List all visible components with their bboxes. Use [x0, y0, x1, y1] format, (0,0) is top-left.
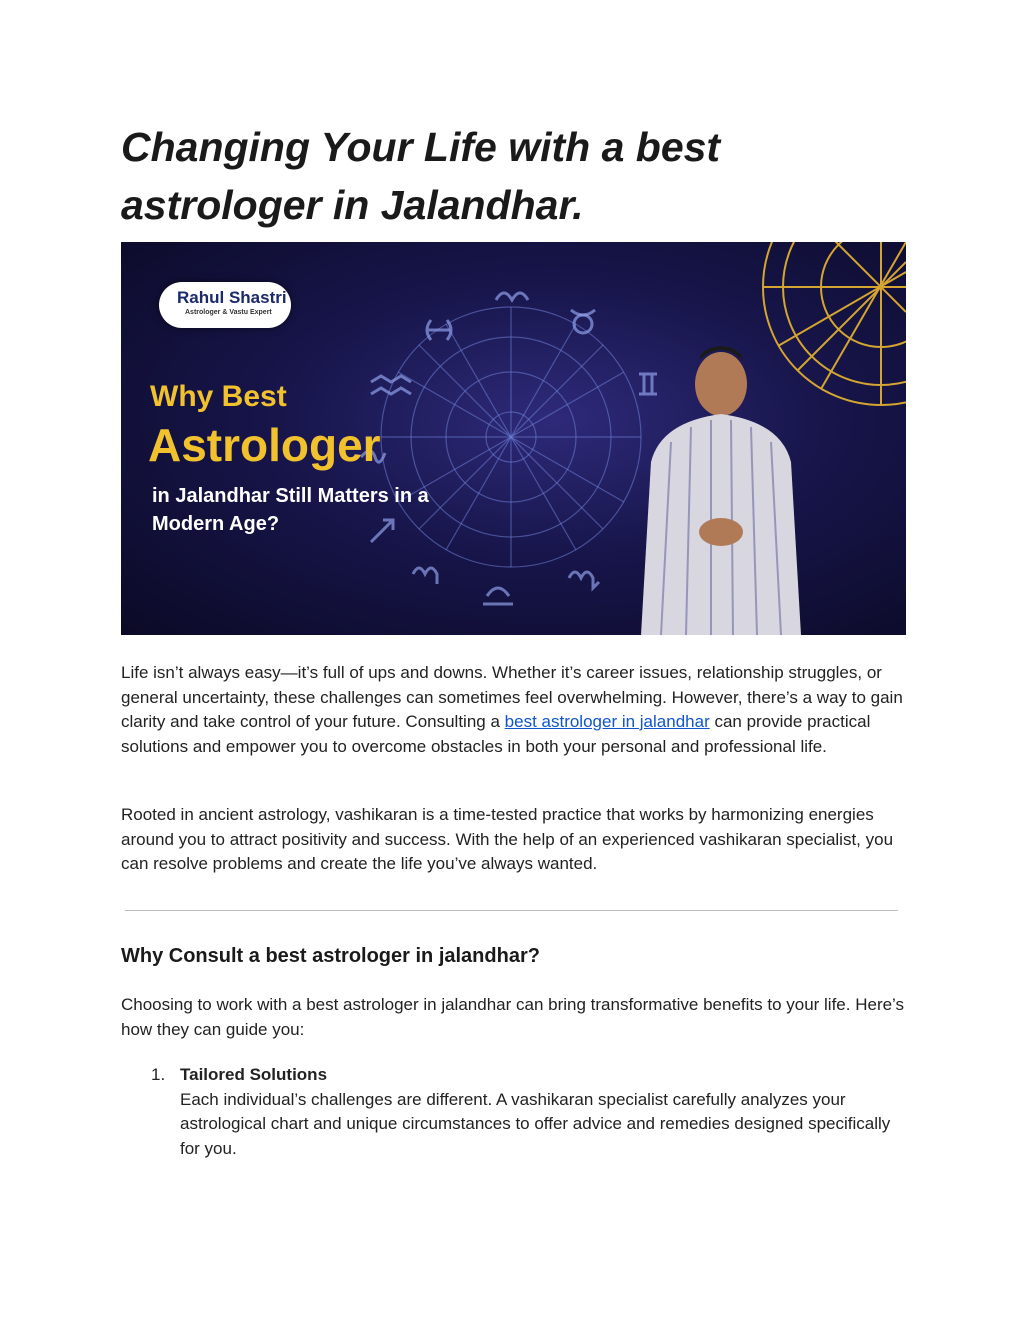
intro-text-before: Life isn’t always easy—it’s full of ups and downs. Whether it’s career issues, relationship struggles, or general uncertainty, these challenges can sometimes feel overwhelming. However, there’s a way to gain clarity and take control of your future. Consulting a [121, 663, 903, 731]
list-item-number: 1. [151, 1065, 166, 1084]
intro-text-after: can provide practical solutions and empower you to overcome obstacles in both your personal and professional life. [121, 712, 871, 756]
logo-name: Rahul Shastri [177, 288, 287, 307]
banner-line-astrologer: Astrologer [148, 419, 381, 471]
benefits-list [121, 1063, 911, 1161]
section-heading: Why Consult a best astrologer in jalandhar? [121, 945, 540, 967]
banner-subtitle: in Jalandhar Still Matters in a Modern Age? [152, 485, 429, 535]
intro-paragraph [121, 661, 911, 759]
banner-line-why-best: Why Best [150, 380, 287, 413]
section-intro-paragraph: Choosing to work with a best astrologer in jalandhar can bring transformative benefits to your life. Here’s how they can guide you: [121, 995, 905, 1039]
list-item-title: Tailored Solutions [180, 1065, 328, 1084]
page-title: Changing Your Life with a best astrologer in Jalandhar. [121, 124, 721, 228]
logo-tagline: Astrologer & Vastu Expert [185, 309, 272, 316]
vashikaran-paragraph: Rooted in ancient astrology, vashikaran is a time-tested practice that works by harmonizing energies around you to attract positivity and success. With the help of an experienced vashikaran specialist, you can resolve problems and create the life you’ve always wanted. [121, 805, 894, 873]
list-item [121, 1063, 911, 1161]
brand-logo [159, 282, 291, 328]
horizontal-divider [125, 910, 898, 911]
banner-image [121, 242, 906, 635]
list-item-description: Each individual’s challenges are different. A vashikaran specialist carefully analyzes your astrological chart and unique circumstances to offer advice and remedies designed specifically for you. [180, 1089, 891, 1158]
best-astrologer-link[interactable]: best astrologer in jalandhar [504, 712, 710, 731]
